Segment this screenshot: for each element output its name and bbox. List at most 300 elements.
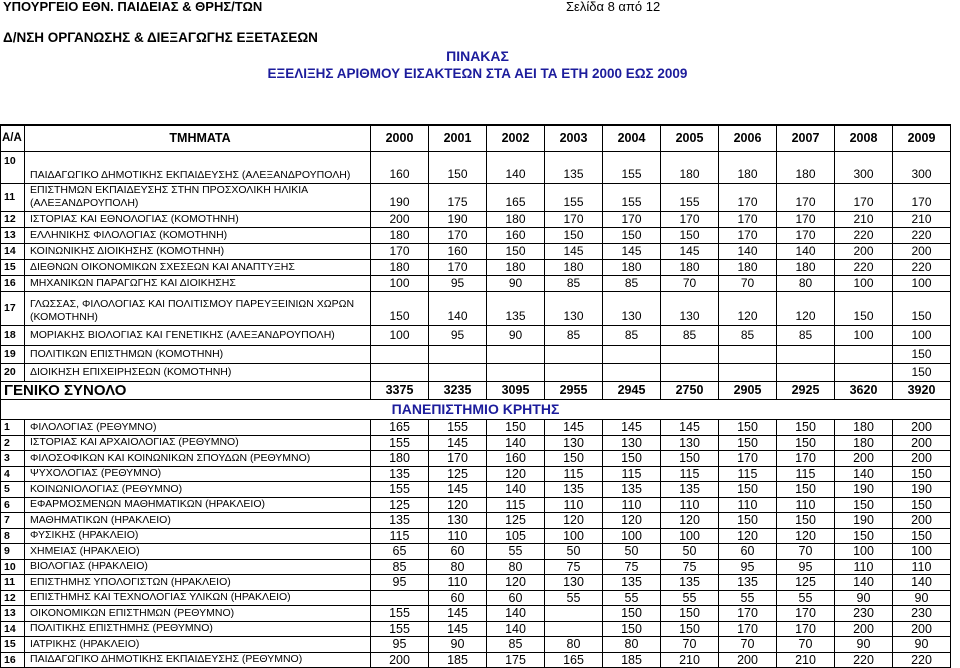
department-name: ΕΛΛΗΝΙΚΗΣ ΦΙΛΟΛΟΓΙΑΣ (ΚΟΜΟΤΗΝΗ) [25, 228, 371, 243]
year-2007-value: 170 [777, 451, 835, 466]
year-2004-value: 150 [603, 228, 661, 243]
year-2008-value: 90 [835, 637, 893, 652]
row-number: 19 [1, 346, 25, 363]
year-2007-value: 170 [777, 622, 835, 637]
year-2005-value: 135 [661, 482, 719, 497]
department-name: ΕΠΙΣΤΗΜΗΣ ΥΠΟΛΟΓΙΣΤΩΝ (ΗΡΑΚΛΕΙΟ) [25, 575, 371, 590]
year-2000-value: 95 [371, 575, 429, 590]
grand-total-value: 3375 [371, 382, 429, 399]
year-2003-value: 145 [545, 420, 603, 435]
year-2002-value: 180 [487, 260, 545, 275]
year-2008-value: 200 [835, 622, 893, 637]
year-2002-value: 140 [487, 606, 545, 621]
year-2008-value: 220 [835, 260, 893, 275]
year-2001-value: 160 [429, 244, 487, 259]
year-2005-value: 130 [661, 436, 719, 451]
year-2008-value: 210 [835, 212, 893, 227]
year-2008-value: 300 [835, 152, 893, 183]
year-2007-value: 80 [777, 276, 835, 291]
year-2006-value: 180 [719, 152, 777, 183]
year-2000-value: 95 [371, 637, 429, 652]
year-2003-value: 180 [545, 260, 603, 275]
row-number: 12 [1, 591, 25, 606]
year-2008-value: 190 [835, 513, 893, 528]
year-2003-value: 85 [545, 326, 603, 345]
year-2009-value: 200 [893, 244, 951, 259]
year-2005-value: 115 [661, 467, 719, 482]
year-2004-value: 135 [603, 575, 661, 590]
year-2002-value: 180 [487, 212, 545, 227]
year-2004-value: 180 [603, 260, 661, 275]
department-name: ΦΙΛΟΣΟΦΙΚΩΝ ΚΑΙ ΚΟΙΝΩΝΙΚΩΝ ΣΠΟΥΔΩΝ (ΡΕΘΥΜΝΟ) [25, 451, 371, 466]
year-2001-value: 125 [429, 467, 487, 482]
year-2008-value: 230 [835, 606, 893, 621]
year-2001-value: 120 [429, 498, 487, 513]
year-2003-value: 85 [545, 276, 603, 291]
column-header-year: 2000 [371, 126, 429, 151]
year-2006-value: 135 [719, 575, 777, 590]
year-2000-value [371, 591, 429, 606]
table-row [1, 451, 951, 467]
section-rows [1, 420, 951, 668]
table-row [1, 244, 951, 260]
year-2003-value: 135 [545, 152, 603, 183]
year-2002-value: 160 [487, 228, 545, 243]
year-2003-value [545, 606, 603, 621]
row-number: 15 [1, 260, 25, 275]
year-2004-value: 170 [603, 212, 661, 227]
year-2004-value: 135 [603, 482, 661, 497]
year-2001-value: 145 [429, 606, 487, 621]
year-2001-value [429, 346, 487, 363]
year-2009-value: 210 [893, 212, 951, 227]
department-name: ΜΗΧΑΝΙΚΩΝ ΠΑΡΑΓΩΓΗΣ ΚΑΙ ΔΙΟΙΚΗΣΗΣ [25, 276, 371, 291]
year-2001-value: 130 [429, 513, 487, 528]
year-2008-value: 200 [835, 451, 893, 466]
year-2008-value: 100 [835, 326, 893, 345]
year-2005-value: 180 [661, 260, 719, 275]
year-2008-value: 150 [835, 529, 893, 544]
table-row [1, 653, 951, 668]
department-name: ΔΙΕΘΝΩΝ ΟΙΚΟΝΟΜΙΚΩΝ ΣΧΕΣΕΩΝ ΚΑΙ ΑΝΑΠΤΥΞΗΣ [25, 260, 371, 275]
year-2008-value: 100 [835, 276, 893, 291]
year-2002-value: 60 [487, 591, 545, 606]
department-name: ΙΣΤΟΡΙΑΣ ΚΑΙ ΑΡΧΑΙΟΛΟΓΙΑΣ (ΡΕΘΥΜΝΟ) [25, 436, 371, 451]
year-2008-value: 200 [835, 244, 893, 259]
year-2000-value: 165 [371, 420, 429, 435]
year-2002-value: 140 [487, 436, 545, 451]
year-2003-value: 145 [545, 244, 603, 259]
department-name: ΠΑΙΔΑΓΩΓΙΚΟ ΔΗΜΟΤΙΚΗΣ ΕΚΠΑΙΔΕΥΣΗΣ (ΡΕΘΥΜΝΟ) [25, 653, 371, 668]
year-2001-value: 190 [429, 212, 487, 227]
table-row [1, 467, 951, 483]
year-2008-value: 150 [835, 292, 893, 325]
table-row [1, 420, 951, 436]
directorate-name: Δ/ΝΣΗ ΟΡΓΑΝΩΣΗΣ & ΔΙΕΞΑΓΩΓΗΣ ΕΞΕΤΑΣΕΩΝ [3, 30, 318, 45]
year-2004-value: 145 [603, 420, 661, 435]
year-2007-value: 210 [777, 653, 835, 668]
year-2007-value: 85 [777, 326, 835, 345]
year-2001-value: 170 [429, 260, 487, 275]
year-2009-value: 200 [893, 420, 951, 435]
grand-total-value: 2955 [545, 382, 603, 399]
department-name: ΨΥΧΟΛΟΓΙΑΣ (ΡΕΘΥΜΝΟ) [25, 467, 371, 482]
row-number: 12 [1, 212, 25, 227]
year-2008-value: 190 [835, 482, 893, 497]
table-row [1, 346, 951, 364]
year-2003-value: 120 [545, 513, 603, 528]
department-name: ΦΥΣΙΚΗΣ (ΗΡΑΚΛΕΙΟ) [25, 529, 371, 544]
year-2000-value: 160 [371, 152, 429, 183]
year-2002-value: 140 [487, 152, 545, 183]
department-name: ΙΣΤΟΡΙΑΣ ΚΑΙ ΕΘΝΟΛΟΓΙΑΣ (ΚΟΜΟΤΗΝΗ) [25, 212, 371, 227]
year-2006-value: 55 [719, 591, 777, 606]
grand-total-value: 2905 [719, 382, 777, 399]
year-2008-value: 150 [835, 498, 893, 513]
year-2003-value: 75 [545, 560, 603, 575]
year-2002-value [487, 346, 545, 363]
year-2009-value: 300 [893, 152, 951, 183]
row-number: 11 [1, 184, 25, 211]
year-2007-value: 120 [777, 529, 835, 544]
year-2007-value: 125 [777, 575, 835, 590]
year-2004-value: 55 [603, 591, 661, 606]
department-name: ΧΗΜΕΙΑΣ (ΗΡΑΚΛΕΙΟ) [25, 544, 371, 559]
year-2006-value: 170 [719, 606, 777, 621]
year-2003-value: 155 [545, 184, 603, 211]
year-2004-value: 145 [603, 244, 661, 259]
year-2009-value: 230 [893, 606, 951, 621]
year-2000-value: 155 [371, 436, 429, 451]
year-2005-value: 55 [661, 591, 719, 606]
department-name: ΕΠΙΣΤΗΜΩΝ ΕΚΠΑΙΔΕΥΣΗΣ ΣΤΗΝ ΠΡΟΣΧΟΛΙΚΗ ΗΛΙΚΙΑ (ΑΛΕΞΑΝΔΡΟΥΠΟΛΗ) [25, 184, 371, 211]
year-2005-value [661, 364, 719, 381]
row-number: 8 [1, 529, 25, 544]
year-2003-value: 135 [545, 482, 603, 497]
table-row [1, 260, 951, 276]
year-2000-value: 200 [371, 653, 429, 668]
year-2001-value: 95 [429, 326, 487, 345]
year-2004-value: 85 [603, 276, 661, 291]
row-number: 20 [1, 364, 25, 381]
section-rows [1, 152, 951, 382]
year-2002-value: 140 [487, 482, 545, 497]
year-2009-value: 90 [893, 637, 951, 652]
year-2009-value: 170 [893, 184, 951, 211]
year-2002-value: 90 [487, 276, 545, 291]
year-2006-value: 140 [719, 244, 777, 259]
column-header-year: 2007 [777, 126, 835, 151]
ministry-name: ΥΠΟΥΡΓΕΙΟ ΕΘΝ. ΠΑΙΔΕΙΑΣ & ΘΡΗΣ/ΤΩΝ [3, 0, 263, 14]
year-2001-value: 110 [429, 529, 487, 544]
grand-total-value: 3095 [487, 382, 545, 399]
year-2005-value: 70 [661, 276, 719, 291]
year-2004-value: 150 [603, 622, 661, 637]
year-2000-value: 180 [371, 451, 429, 466]
year-2000-value [371, 364, 429, 381]
year-2009-value: 100 [893, 276, 951, 291]
year-2003-value [545, 622, 603, 637]
year-2003-value [545, 364, 603, 381]
row-number: 14 [1, 244, 25, 259]
grand-total-value: 3620 [835, 382, 893, 399]
year-2008-value: 220 [835, 653, 893, 668]
year-2005-value: 150 [661, 606, 719, 621]
year-2001-value: 170 [429, 228, 487, 243]
year-2003-value: 115 [545, 467, 603, 482]
column-header-year: 2001 [429, 126, 487, 151]
year-2000-value: 155 [371, 482, 429, 497]
year-2002-value: 165 [487, 184, 545, 211]
department-name: ΚΟΙΝΩΝΙΟΛΟΓΙΑΣ (ΡΕΘΥΜΝΟ) [25, 482, 371, 497]
table-row [1, 326, 951, 346]
row-number: 18 [1, 326, 25, 345]
year-2007-value: 150 [777, 482, 835, 497]
year-2009-value: 220 [893, 228, 951, 243]
year-2003-value: 165 [545, 653, 603, 668]
grand-total-value: 3920 [893, 382, 951, 399]
year-2005-value: 145 [661, 244, 719, 259]
year-2006-value: 150 [719, 420, 777, 435]
department-name: ΙΑΤΡΙΚΗΣ (ΗΡΑΚΛΕΙΟ) [25, 637, 371, 652]
grand-total-label: ΓΕΝΙΚΟ ΣΥΝΟΛΟ [1, 382, 371, 399]
year-2005-value: 75 [661, 560, 719, 575]
year-2004-value: 50 [603, 544, 661, 559]
table-row [1, 292, 951, 326]
year-2006-value: 115 [719, 467, 777, 482]
year-2009-value: 200 [893, 451, 951, 466]
year-2001-value: 140 [429, 292, 487, 325]
grand-total-value: 2750 [661, 382, 719, 399]
year-2004-value: 75 [603, 560, 661, 575]
year-2003-value: 170 [545, 212, 603, 227]
year-2006-value: 170 [719, 212, 777, 227]
year-2006-value: 110 [719, 498, 777, 513]
row-number: 13 [1, 606, 25, 621]
year-2002-value: 120 [487, 575, 545, 590]
year-2003-value: 150 [545, 228, 603, 243]
year-2008-value: 100 [835, 544, 893, 559]
year-2009-value: 220 [893, 260, 951, 275]
university-title: ΠΑΝΕΠΙΣΤΗΜΙΟ ΚΡΗΤΗΣ [1, 400, 951, 419]
year-2006-value: 150 [719, 436, 777, 451]
year-2001-value: 155 [429, 420, 487, 435]
row-number: 16 [1, 276, 25, 291]
column-header-year: 2008 [835, 126, 893, 151]
column-header-year: 2005 [661, 126, 719, 151]
department-name: ΜΑΘΗΜΑΤΙΚΩΝ (ΗΡΑΚΛΕΙΟ) [25, 513, 371, 528]
year-2005-value: 100 [661, 529, 719, 544]
year-2002-value: 80 [487, 560, 545, 575]
year-2000-value: 100 [371, 276, 429, 291]
year-2008-value: 220 [835, 228, 893, 243]
year-2005-value: 150 [661, 228, 719, 243]
year-2000-value: 200 [371, 212, 429, 227]
department-name: ΦΙΛΟΛΟΓΙΑΣ (ΡΕΘΥΜΝΟ) [25, 420, 371, 435]
row-number: 17 [1, 292, 25, 325]
department-name: ΚΟΙΝΩΝΙΚΗΣ ΔΙΟΙΚΗΣΗΣ (ΚΟΜΟΤΗΝΗ) [25, 244, 371, 259]
table-row [1, 591, 951, 607]
department-name: ΒΙΟΛΟΓΙΑΣ (ΗΡΑΚΛΕΙΟ) [25, 560, 371, 575]
year-2005-value: 210 [661, 653, 719, 668]
year-2005-value: 50 [661, 544, 719, 559]
column-header-year: 2002 [487, 126, 545, 151]
department-name: ΠΟΛΙΤΙΚΗΣ ΕΠΙΣΤΗΜΗΣ (ΡΕΘΥΜΝΟ) [25, 622, 371, 637]
year-2009-value: 100 [893, 544, 951, 559]
department-name: ΕΦΑΡΜΟΣΜΕΝΩΝ ΜΑΘΗΜΑΤΙΚΩΝ (ΗΡΑΚΛΕΙΟ) [25, 498, 371, 513]
row-number: 5 [1, 482, 25, 497]
year-2001-value: 150 [429, 152, 487, 183]
year-2009-value: 150 [893, 529, 951, 544]
year-2004-value: 120 [603, 513, 661, 528]
year-2003-value: 130 [545, 436, 603, 451]
row-number: 2 [1, 436, 25, 451]
grand-total-row [1, 382, 951, 400]
row-number: 4 [1, 467, 25, 482]
year-2002-value: 160 [487, 451, 545, 466]
year-2005-value: 150 [661, 451, 719, 466]
year-2009-value: 200 [893, 622, 951, 637]
year-2003-value [545, 346, 603, 363]
year-2007-value: 170 [777, 212, 835, 227]
year-2009-value: 100 [893, 326, 951, 345]
year-2005-value: 145 [661, 420, 719, 435]
year-2006-value: 70 [719, 276, 777, 291]
year-2005-value: 110 [661, 498, 719, 513]
year-2000-value: 85 [371, 560, 429, 575]
year-2008-value [835, 346, 893, 363]
column-header-departments: ΤΜΗΜΑΤΑ [25, 126, 371, 151]
year-2004-value: 80 [603, 637, 661, 652]
year-2004-value: 150 [603, 451, 661, 466]
year-2006-value: 85 [719, 326, 777, 345]
year-2007-value [777, 364, 835, 381]
year-2000-value: 65 [371, 544, 429, 559]
year-2001-value: 175 [429, 184, 487, 211]
table-row [1, 212, 951, 228]
year-2005-value: 180 [661, 152, 719, 183]
year-2006-value: 170 [719, 228, 777, 243]
row-number: 16 [1, 653, 25, 668]
column-header-year: 2004 [603, 126, 661, 151]
table-label: ΠΙΝΑΚΑΣ [446, 48, 509, 64]
year-2007-value [777, 346, 835, 363]
table-row [1, 364, 951, 382]
year-2001-value: 110 [429, 575, 487, 590]
grand-total-value: 2925 [777, 382, 835, 399]
year-2002-value: 90 [487, 326, 545, 345]
year-2009-value: 150 [893, 467, 951, 482]
year-2001-value: 185 [429, 653, 487, 668]
year-2000-value: 115 [371, 529, 429, 544]
year-2009-value: 190 [893, 482, 951, 497]
year-2008-value: 180 [835, 420, 893, 435]
year-2006-value: 170 [719, 184, 777, 211]
year-2001-value: 145 [429, 436, 487, 451]
year-2002-value: 125 [487, 513, 545, 528]
year-2008-value: 110 [835, 560, 893, 575]
row-number: 13 [1, 228, 25, 243]
year-2006-value [719, 364, 777, 381]
table-row [1, 276, 951, 292]
column-header-year: 2003 [545, 126, 603, 151]
year-2006-value: 70 [719, 637, 777, 652]
grand-total-value: 3235 [429, 382, 487, 399]
year-2004-value [603, 364, 661, 381]
department-name: ΜΟΡΙΑΚΗΣ ΒΙΟΛΟΓΙΑΣ ΚΑΙ ΓΕΝΕΤΙΚΗΣ (ΑΛΕΞΑΝΔΡΟΥΠΟΛΗ) [25, 326, 371, 345]
year-2004-value: 85 [603, 326, 661, 345]
row-number: 10 [1, 152, 25, 183]
year-2002-value: 85 [487, 637, 545, 652]
year-2003-value: 55 [545, 591, 603, 606]
year-2007-value: 140 [777, 244, 835, 259]
department-name: ΕΠΙΣΤΗΜΗΣ ΚΑΙ ΤΕΧΝΟΛΟΓΙΑΣ ΥΛΙΚΩΝ (ΗΡΑΚΛΕΙΟ) [25, 591, 371, 606]
table-row [1, 184, 951, 212]
year-2001-value: 95 [429, 276, 487, 291]
year-2005-value: 85 [661, 326, 719, 345]
row-number: 7 [1, 513, 25, 528]
year-2005-value: 150 [661, 622, 719, 637]
table-row [1, 606, 951, 622]
year-2002-value: 150 [487, 420, 545, 435]
year-2001-value: 145 [429, 622, 487, 637]
year-2000-value: 150 [371, 292, 429, 325]
year-2004-value: 185 [603, 653, 661, 668]
department-name: ΠΟΛΙΤΙΚΩΝ ΕΠΙΣΤΗΜΩΝ (ΚΟΜΟΤΗΝΗ) [25, 346, 371, 363]
year-2008-value [835, 364, 893, 381]
year-2005-value: 120 [661, 513, 719, 528]
department-name: ΟΙΚΟΝΟΜΙΚΩΝ ΕΠΙΣΤΗΜΩΝ (ΡΕΘΥΜΝΟ) [25, 606, 371, 621]
year-2006-value: 150 [719, 513, 777, 528]
year-2000-value: 100 [371, 326, 429, 345]
year-2000-value: 170 [371, 244, 429, 259]
grand-total-value: 2945 [603, 382, 661, 399]
intake-table [0, 124, 951, 668]
year-2007-value: 180 [777, 152, 835, 183]
year-2002-value: 105 [487, 529, 545, 544]
year-2008-value: 90 [835, 591, 893, 606]
year-2007-value: 110 [777, 498, 835, 513]
year-2007-value: 150 [777, 436, 835, 451]
year-2003-value: 150 [545, 451, 603, 466]
year-2000-value: 135 [371, 513, 429, 528]
year-2006-value: 95 [719, 560, 777, 575]
row-number: 10 [1, 560, 25, 575]
year-2000-value: 135 [371, 467, 429, 482]
year-2004-value: 110 [603, 498, 661, 513]
year-2005-value: 130 [661, 292, 719, 325]
column-header-aa: Α/Α [1, 126, 25, 151]
year-2009-value: 220 [893, 653, 951, 668]
year-2007-value: 70 [777, 637, 835, 652]
year-2004-value [603, 346, 661, 363]
year-2006-value: 170 [719, 451, 777, 466]
table-header-row [1, 126, 951, 152]
year-2009-value: 150 [893, 498, 951, 513]
year-2005-value [661, 346, 719, 363]
year-2009-value: 90 [893, 591, 951, 606]
year-2001-value: 90 [429, 637, 487, 652]
year-2004-value: 100 [603, 529, 661, 544]
year-2007-value: 95 [777, 560, 835, 575]
year-2001-value: 170 [429, 451, 487, 466]
year-2002-value: 150 [487, 244, 545, 259]
year-2006-value: 150 [719, 482, 777, 497]
table-row [1, 544, 951, 560]
year-2005-value: 170 [661, 212, 719, 227]
table-row [1, 482, 951, 498]
table-row [1, 436, 951, 452]
